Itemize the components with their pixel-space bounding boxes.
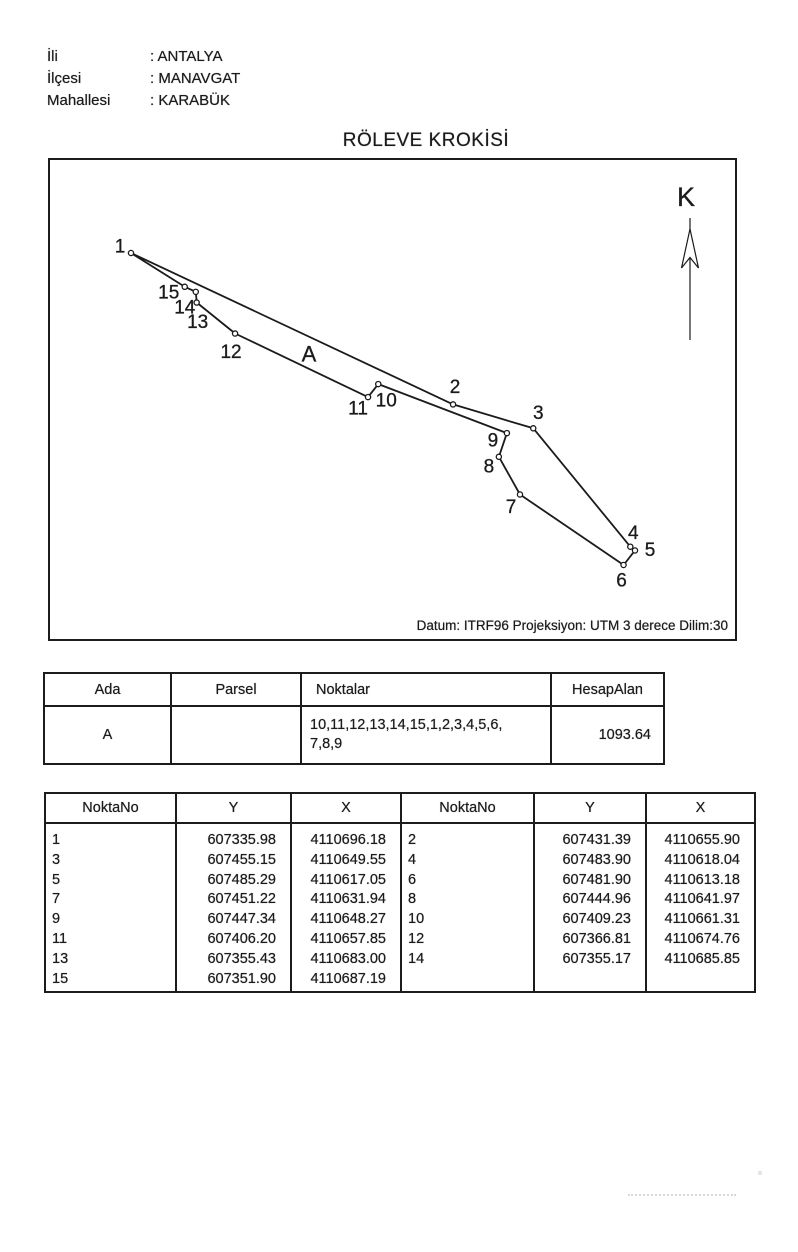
coord-row-y-11: 607406.20 [207,930,276,947]
coord-row-no-9: 9 [52,911,61,928]
coord-row-no-8: 8 [408,891,417,908]
district-row [47,68,240,90]
point-label-8: 8 [483,456,495,478]
coord-row-y-13: 607355.43 [207,950,276,967]
coord-row-no-14: 14 [408,950,425,967]
survey-point-marker-2 [450,402,455,407]
point-label-11: 11 [348,398,368,420]
point-label-13: 13 [187,312,209,334]
neighbourhood-value: : KARABÜK [150,92,231,109]
coord-row-y-5: 607485.29 [207,871,276,888]
point-label-9: 9 [487,430,499,452]
parcel-area-label: A [301,341,317,367]
coord-row-no-2: 2 [408,832,417,848]
north-label: K [676,182,696,212]
column-header-parsel: Parsel [172,674,302,707]
survey-point-marker-7 [517,492,522,497]
survey-sketch-drawing [50,160,735,639]
scan-artifact-dot [758,1171,762,1175]
coord-column-noktano-left [46,824,177,991]
coord-row-no-15: 15 [52,970,69,987]
coord-row-no-12: 12 [408,930,425,947]
column-header-ada: Ada [45,674,172,707]
coord-row-x-12: 4110674.76 [664,930,740,947]
coord-row-no-13: 13 [52,950,69,967]
column-header-noktano-right: NoktaNo [402,794,535,824]
district-label: İlçesi [47,70,82,87]
cell-hesapalan-value: 1093.64 [598,727,651,743]
survey-point-marker-1 [128,250,133,255]
parcel-summary-table [43,672,665,765]
noktalar-line-1: 10,11,12,13,14,15,1,2,3,4,5,6, [310,717,503,733]
point-label-15: 15 [158,282,180,304]
coord-row-no-4: 4 [408,851,417,868]
coordinate-table [44,792,756,993]
column-header-hesapalan: HesapAlan [552,674,663,707]
coord-row-x-5: 4110617.05 [310,871,386,888]
survey-point-marker-14 [193,289,198,294]
coord-row-y-10: 607409.23 [562,911,631,928]
datum-note: Datum: ITRF96 Projeksiyon: UTM 3 derece Dilim:30 [416,618,728,633]
coord-row-y-7: 607451.22 [207,891,276,908]
coord-row-no-3: 3 [52,851,61,868]
coord-row-y-14: 607355.17 [562,950,631,967]
coord-column-x-right [647,824,754,991]
coord-row-x-15: 4110687.19 [310,970,386,987]
coord-column-y-left [177,824,292,991]
coord-row-y-4: 607483.90 [562,851,631,868]
coord-row-y-12: 607366.81 [562,930,631,947]
coord-row-x-7: 4110631.94 [310,891,386,908]
survey-point-marker-9 [504,430,509,435]
survey-point-marker-3 [531,426,536,431]
coord-row-y-15: 607351.90 [207,970,276,987]
neighbourhood-row [47,90,240,112]
survey-point-marker-5 [632,548,637,553]
cell-parsel-value [172,707,302,763]
coord-row-x-1: 4110696.18 [310,832,386,848]
coord-row-x-2: 4110655.90 [664,832,740,848]
point-label-10: 10 [375,390,397,412]
column-header-noktano-left: NoktaNo [46,794,177,824]
coord-row-x-14: 4110685.85 [664,950,740,967]
coord-row-x-9: 4110648.27 [310,911,386,928]
point-label-3: 3 [532,402,544,424]
coord-row-no-10: 10 [408,911,425,928]
coord-column-noktano-right [402,824,535,991]
point-label-1: 1 [114,236,126,258]
point-label-14: 14 [174,297,196,319]
coord-row-y-3: 607455.15 [207,851,276,868]
coord-row-no-6: 6 [408,871,417,888]
coord-row-no-7: 7 [52,891,61,908]
coord-row-no-5: 5 [52,871,61,888]
province-row [47,46,240,68]
coord-row-y-6: 607481.90 [562,871,631,888]
coord-row-no-1: 1 [52,832,61,848]
coord-row-x-3: 4110649.55 [310,851,386,868]
column-header-y-right: Y [535,794,647,824]
coord-row-y-9: 607447.34 [207,911,276,928]
survey-point-marker-4 [628,544,633,549]
noktalar-line-2: 7,8,9 [310,736,343,752]
province-label: İli [47,48,58,65]
province-value: : ANTALYA [150,48,223,65]
coord-row-y-8: 607444.96 [562,891,631,908]
point-label-7: 7 [505,496,517,518]
survey-point-marker-15 [182,284,187,289]
cell-noktalar-value [302,707,552,763]
point-label-6: 6 [616,570,627,592]
coord-row-y-1: 607335.98 [207,832,276,848]
column-header-x-left: X [292,794,402,824]
coord-row-x-6: 4110613.18 [664,871,740,888]
coord-row-x-8: 4110641.97 [664,891,740,908]
location-header [47,46,240,112]
coord-row-x-4: 4110618.04 [664,851,740,868]
coord-row-no-11: 11 [52,930,68,947]
survey-point-marker-10 [376,381,381,386]
coord-row-x-10: 4110661.31 [664,911,740,928]
column-header-noktalar: Noktalar [302,674,552,707]
neighbourhood-label: Mahallesi [47,92,111,109]
scan-artifact-dash [628,1194,736,1196]
survey-sketch-frame [48,158,737,641]
district-value: : MANAVGAT [150,70,241,87]
coord-column-x-left [292,824,402,991]
survey-point-marker-8 [496,454,501,459]
point-label-2: 2 [449,376,461,398]
cell-ada-value: A [45,707,172,763]
page-title: RÖLEVE KROKİSİ [342,130,510,151]
point-label-4: 4 [628,523,639,545]
coord-row-x-13: 4110683.00 [310,950,386,967]
coord-row-x-11: 4110657.85 [310,930,386,947]
survey-point-marker-12 [232,331,237,336]
column-header-y-left: Y [177,794,292,824]
coord-column-y-right [535,824,647,991]
survey-point-marker-6 [621,562,626,567]
point-label-12: 12 [220,342,242,364]
point-label-5: 5 [644,539,656,561]
coord-row-y-2: 607431.39 [562,832,631,848]
column-header-x-right: X [647,794,754,824]
